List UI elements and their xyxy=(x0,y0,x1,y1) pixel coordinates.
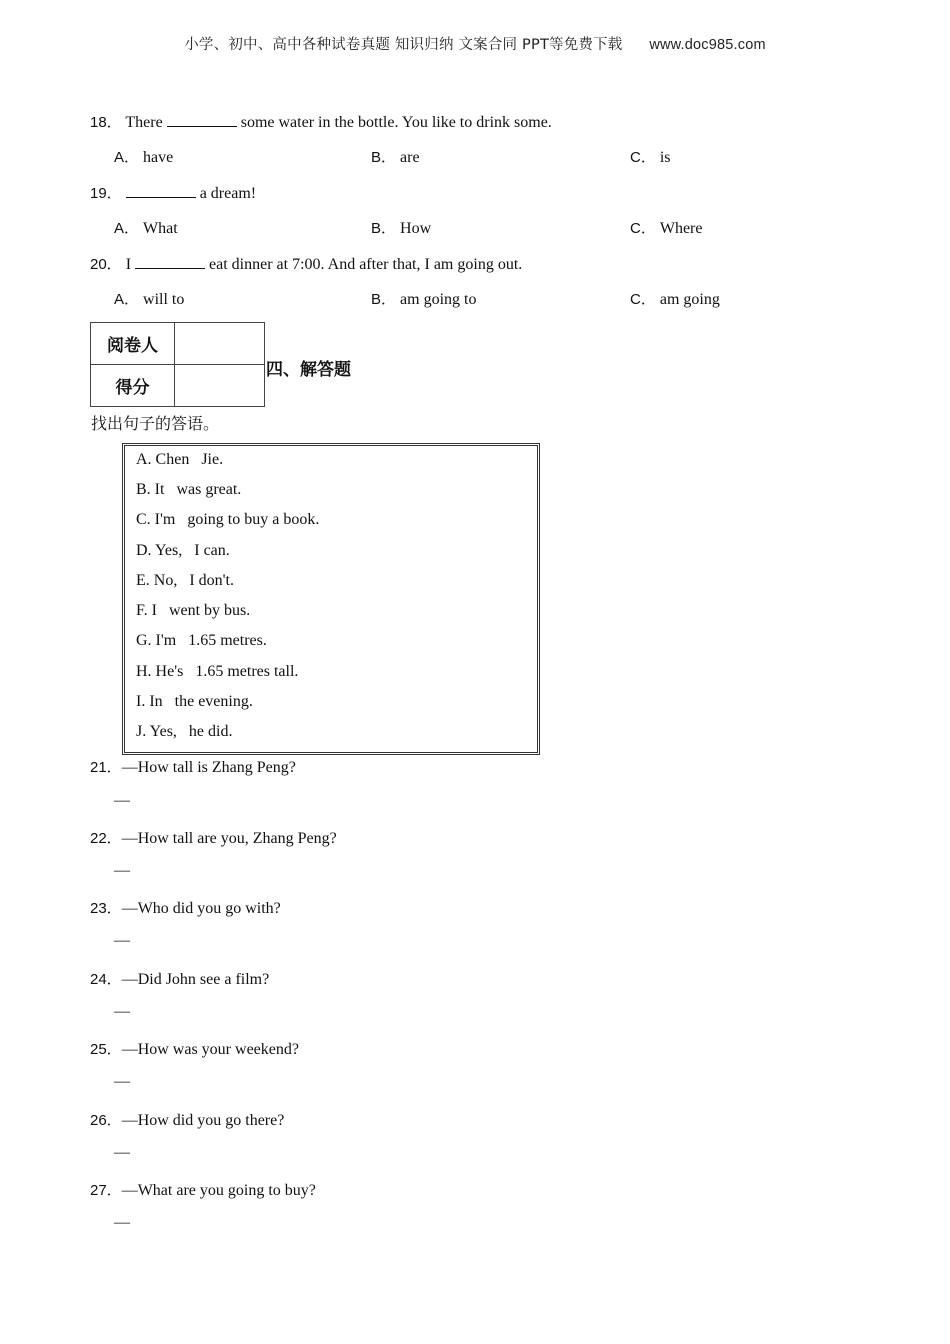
answer-blank xyxy=(167,112,237,127)
option-text: will to xyxy=(143,291,185,308)
option-text: are xyxy=(400,149,420,166)
option-letter: C． xyxy=(630,220,656,237)
question-number: 27． xyxy=(90,1182,122,1199)
option-text: am going xyxy=(659,291,720,308)
question-text-before: I xyxy=(125,256,132,273)
question-text: —Did John see a film? xyxy=(121,971,270,988)
answer-option: H. He's 1.65 metres tall. xyxy=(136,663,299,680)
answer-blank xyxy=(126,183,196,198)
answer-option: E. No, I don't. xyxy=(136,572,234,589)
option-b[interactable] xyxy=(371,148,420,168)
option-c[interactable] xyxy=(630,148,671,168)
option-a[interactable] xyxy=(114,148,173,168)
option-letter: B． xyxy=(371,149,397,166)
option-a[interactable] xyxy=(114,219,178,239)
answer-option: G. I'm 1.65 metres. xyxy=(136,632,267,649)
question-text: —How did you go there? xyxy=(121,1112,285,1129)
question-number: 22． xyxy=(90,830,122,847)
reviewer-field[interactable] xyxy=(175,323,265,365)
question-21 xyxy=(90,758,296,778)
option-text: Where xyxy=(659,220,703,237)
answer-option: I. In the evening. xyxy=(136,693,253,710)
header-text: 小学、初中、高中各种试卷真题 知识归纳 文案合同 PPT等免费下载 xyxy=(184,37,623,53)
question-number: 23． xyxy=(90,900,122,917)
score-table xyxy=(90,322,265,407)
question-number: 25． xyxy=(90,1041,122,1058)
question-22 xyxy=(90,829,337,849)
question-text: —How was your weekend? xyxy=(121,1041,299,1058)
question-26 xyxy=(90,1111,284,1131)
question-number: 24． xyxy=(90,971,122,988)
option-c[interactable] xyxy=(630,219,702,239)
question-25 xyxy=(90,1040,299,1060)
page-header xyxy=(0,33,950,54)
question-19 xyxy=(90,183,256,204)
option-letter: A． xyxy=(114,149,140,166)
option-a[interactable] xyxy=(114,290,184,310)
answer-option: A. Chen Jie. xyxy=(136,451,224,468)
option-b[interactable] xyxy=(371,219,431,239)
question-18 xyxy=(90,112,552,133)
answer-line[interactable]: — xyxy=(114,932,130,949)
answer-option: F. I went by bus. xyxy=(136,602,251,619)
reviewer-label: 阅卷人 xyxy=(91,323,175,365)
option-text: am going to xyxy=(400,291,477,308)
question-number: 20． xyxy=(90,256,122,273)
header-url[interactable]: www.doc985.com xyxy=(649,37,766,53)
question-text-after: a dream! xyxy=(199,185,257,202)
answer-option: B. It was great. xyxy=(136,481,242,498)
question-text: —What are you going to buy? xyxy=(121,1182,316,1199)
score-field[interactable] xyxy=(175,365,265,407)
question-text: —How tall are you, Zhang Peng? xyxy=(121,830,337,847)
section-title: 四、解答题 xyxy=(266,360,351,380)
question-text: —Who did you go with? xyxy=(121,900,281,917)
question-number: 26． xyxy=(90,1112,122,1129)
option-letter: A． xyxy=(114,291,140,308)
question-23 xyxy=(90,899,281,919)
answer-options-box xyxy=(122,443,540,755)
question-text-before: There xyxy=(125,114,163,131)
option-letter: B． xyxy=(371,291,397,308)
answer-option: C. I'm going to buy a book. xyxy=(136,511,320,528)
answer-line[interactable]: — xyxy=(114,1003,130,1020)
option-text: How xyxy=(400,220,432,237)
question-text: —How tall is Zhang Peng? xyxy=(121,759,296,776)
question-number: 21． xyxy=(90,759,122,776)
question-text-after: some water in the bottle. You like to drink some. xyxy=(240,114,552,131)
score-label: 得分 xyxy=(91,365,175,407)
question-24 xyxy=(90,970,269,990)
answer-line[interactable]: — xyxy=(114,1073,130,1090)
answer-line[interactable]: — xyxy=(114,862,130,879)
section-instruction: 找出句子的答语。 xyxy=(91,414,220,433)
answer-blank xyxy=(135,254,205,269)
answer-option: D. Yes, I can. xyxy=(136,542,230,559)
option-letter: A． xyxy=(114,220,140,237)
answer-line[interactable]: — xyxy=(114,1144,130,1161)
option-letter: B． xyxy=(371,220,397,237)
question-number: 18． xyxy=(90,114,122,131)
answer-option: J. Yes, he did. xyxy=(136,723,233,740)
option-letter: C． xyxy=(630,291,656,308)
answer-line[interactable]: — xyxy=(114,1214,130,1231)
option-b[interactable] xyxy=(371,290,476,310)
option-text: is xyxy=(659,149,671,166)
answer-line[interactable]: — xyxy=(114,792,130,809)
option-c[interactable] xyxy=(630,290,720,310)
option-letter: C． xyxy=(630,149,656,166)
question-27 xyxy=(90,1181,316,1201)
option-text: What xyxy=(143,220,178,237)
question-number: 19． xyxy=(90,185,122,202)
option-text: have xyxy=(143,149,174,166)
question-text-after: eat dinner at 7:00. And after that, I am going out. xyxy=(209,256,523,273)
question-20 xyxy=(90,254,522,275)
